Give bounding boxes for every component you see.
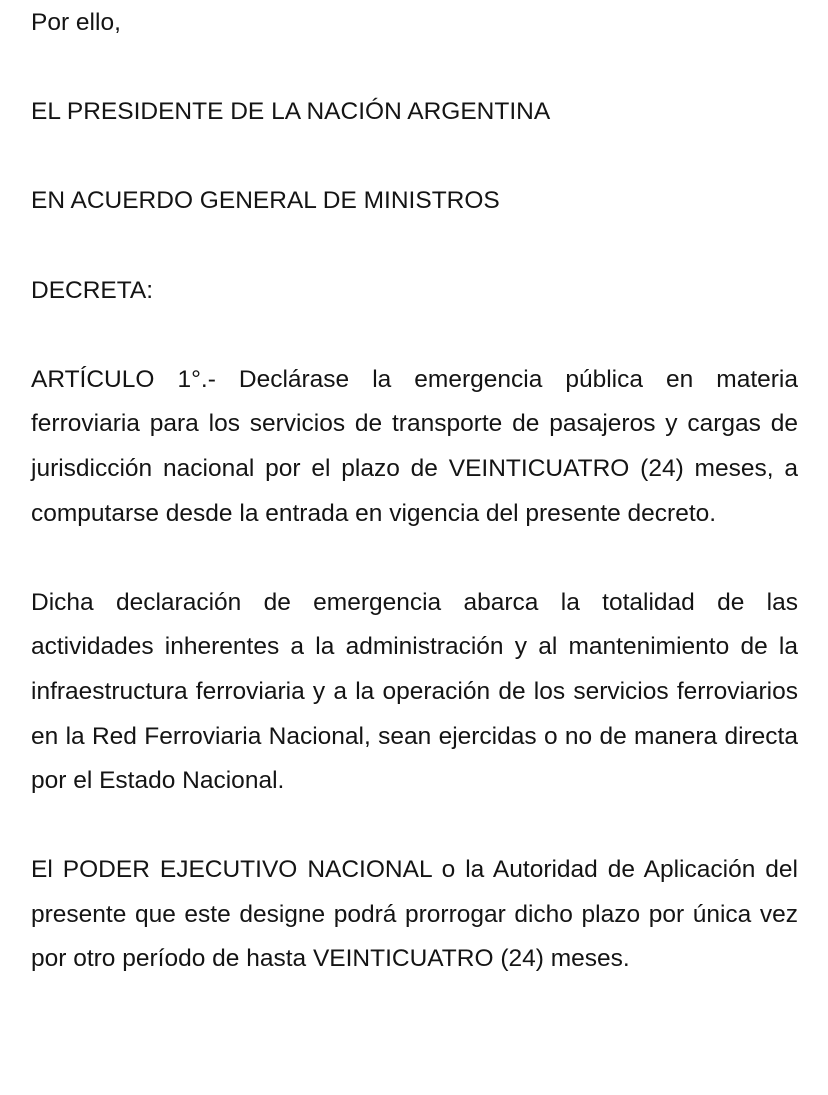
extension-paragraph: El PODER EJECUTIVO NACIONAL o la Autoridad de Aplicación del presente que este designe podrá prorrogar dicho plazo por única vez por otro período de hasta VEINTICUATRO (24) meses.	[31, 856, 798, 973]
opening-line: Por ello,	[31, 9, 121, 36]
spacer	[31, 135, 798, 180]
spacer	[31, 313, 798, 358]
decreta-heading: DECRETA:	[31, 276, 154, 304]
spacer	[31, 804, 798, 849]
spacer	[31, 536, 798, 581]
spacer	[31, 224, 798, 269]
ministers-agreement-heading: EN ACUERDO GENERAL DE MINISTROS	[31, 187, 500, 215]
spacer	[31, 46, 798, 91]
decree-page	[31, 0, 798, 982]
emergency-scope-paragraph: Dicha declaración de emergencia abarca la totalidad de las actividades inherentes a la administración y al mantenimiento de la infraestructura ferroviaria y a la operación de los servicios ferroviarios en la Red Ferroviaria Nacional, sean ejercidas o no de manera directa por el Estado Nacional.	[31, 588, 798, 795]
president-heading: EL PRESIDENTE DE LA NACIÓN ARGENTINA	[31, 98, 551, 126]
article-1-paragraph: ARTÍCULO 1°.- Declárase la emergencia pública en materia ferroviaria para los servicios de transporte de pasajeros y cargas de jurisdicción nacional por el plazo de VEINTICUATRO (24) meses, a computarse desde la entrada en vigencia del presente decreto.	[31, 365, 798, 527]
